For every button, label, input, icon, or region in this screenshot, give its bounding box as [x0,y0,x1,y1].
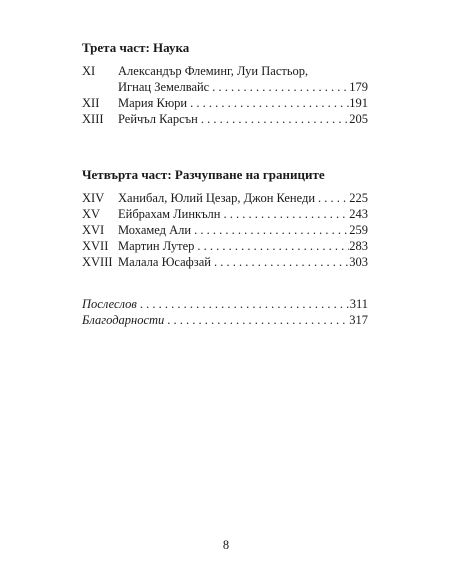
entry-title: Послеслов [82,297,137,311]
toc-entry [82,111,368,127]
chapter-number: XII [82,96,100,110]
toc-section-part3 [82,40,368,127]
toc-entry-acknowledgements [82,312,368,328]
dot-leader [198,111,349,127]
toc-entry [82,238,368,254]
page-ref: 243 [349,207,368,221]
entry-title: Рейчъл Карсън [118,112,198,126]
page-ref: 317 [349,313,368,327]
chapter-number: XV [82,207,101,221]
page-ref: 311 [349,297,368,311]
section-heading: Трета част: Наука [82,40,190,55]
dot-leader [191,222,349,238]
dot-leader [211,254,349,270]
entry-title: Мартин Лутер [118,239,195,253]
chapter-number: XVII [82,239,109,253]
dot-leader [187,95,349,111]
entry-title: Игнац Земелвайс [118,80,210,94]
page-ref: 225 [349,191,368,205]
chapter-number: XIV [82,191,105,205]
dot-leader [220,206,349,222]
toc-entry [82,63,368,79]
table-of-contents [82,40,368,328]
entry-title: Ханибал, Юлий Цезар, Джон Кенеди [118,191,316,205]
page-ref: 205 [349,112,368,126]
page-ref: 303 [349,255,368,269]
toc-section-part4 [82,167,368,270]
toc-entry [82,254,368,270]
dot-leader [194,238,349,254]
toc-entry [82,95,368,111]
toc-entry [82,222,368,238]
dot-leader [164,312,349,328]
chapter-number: XVI [82,223,105,237]
entry-title: Мохамед Али [118,223,192,237]
page-ref: 283 [349,239,368,253]
entry-title: Благодарности [82,313,165,327]
page-ref: 259 [349,223,368,237]
page-ref: 179 [349,80,368,94]
dot-leader [315,190,349,206]
entry-title: Мария Кюри [118,96,188,110]
page-number: 8 [222,538,230,552]
chapter-number: XIII [82,112,104,126]
section-heading: Четвърта част: Разчупване на границите [82,167,325,182]
dot-leader [137,296,350,312]
entry-title: Александър Флеминг, Луи Пастьор, [118,64,309,78]
chapter-number: XVIII [82,255,113,269]
toc-entry [82,190,368,206]
page-ref: 191 [349,96,368,110]
toc-back-matter [82,296,368,328]
toc-entry-afterword [82,296,368,312]
toc-entry [82,206,368,222]
dot-leader [209,79,349,95]
toc-entry-continuation [82,79,368,95]
chapter-number: XI [82,64,96,78]
entry-title: Ейбрахам Линкълн [118,207,221,221]
entry-title: Малала Юсафзай [118,255,211,269]
